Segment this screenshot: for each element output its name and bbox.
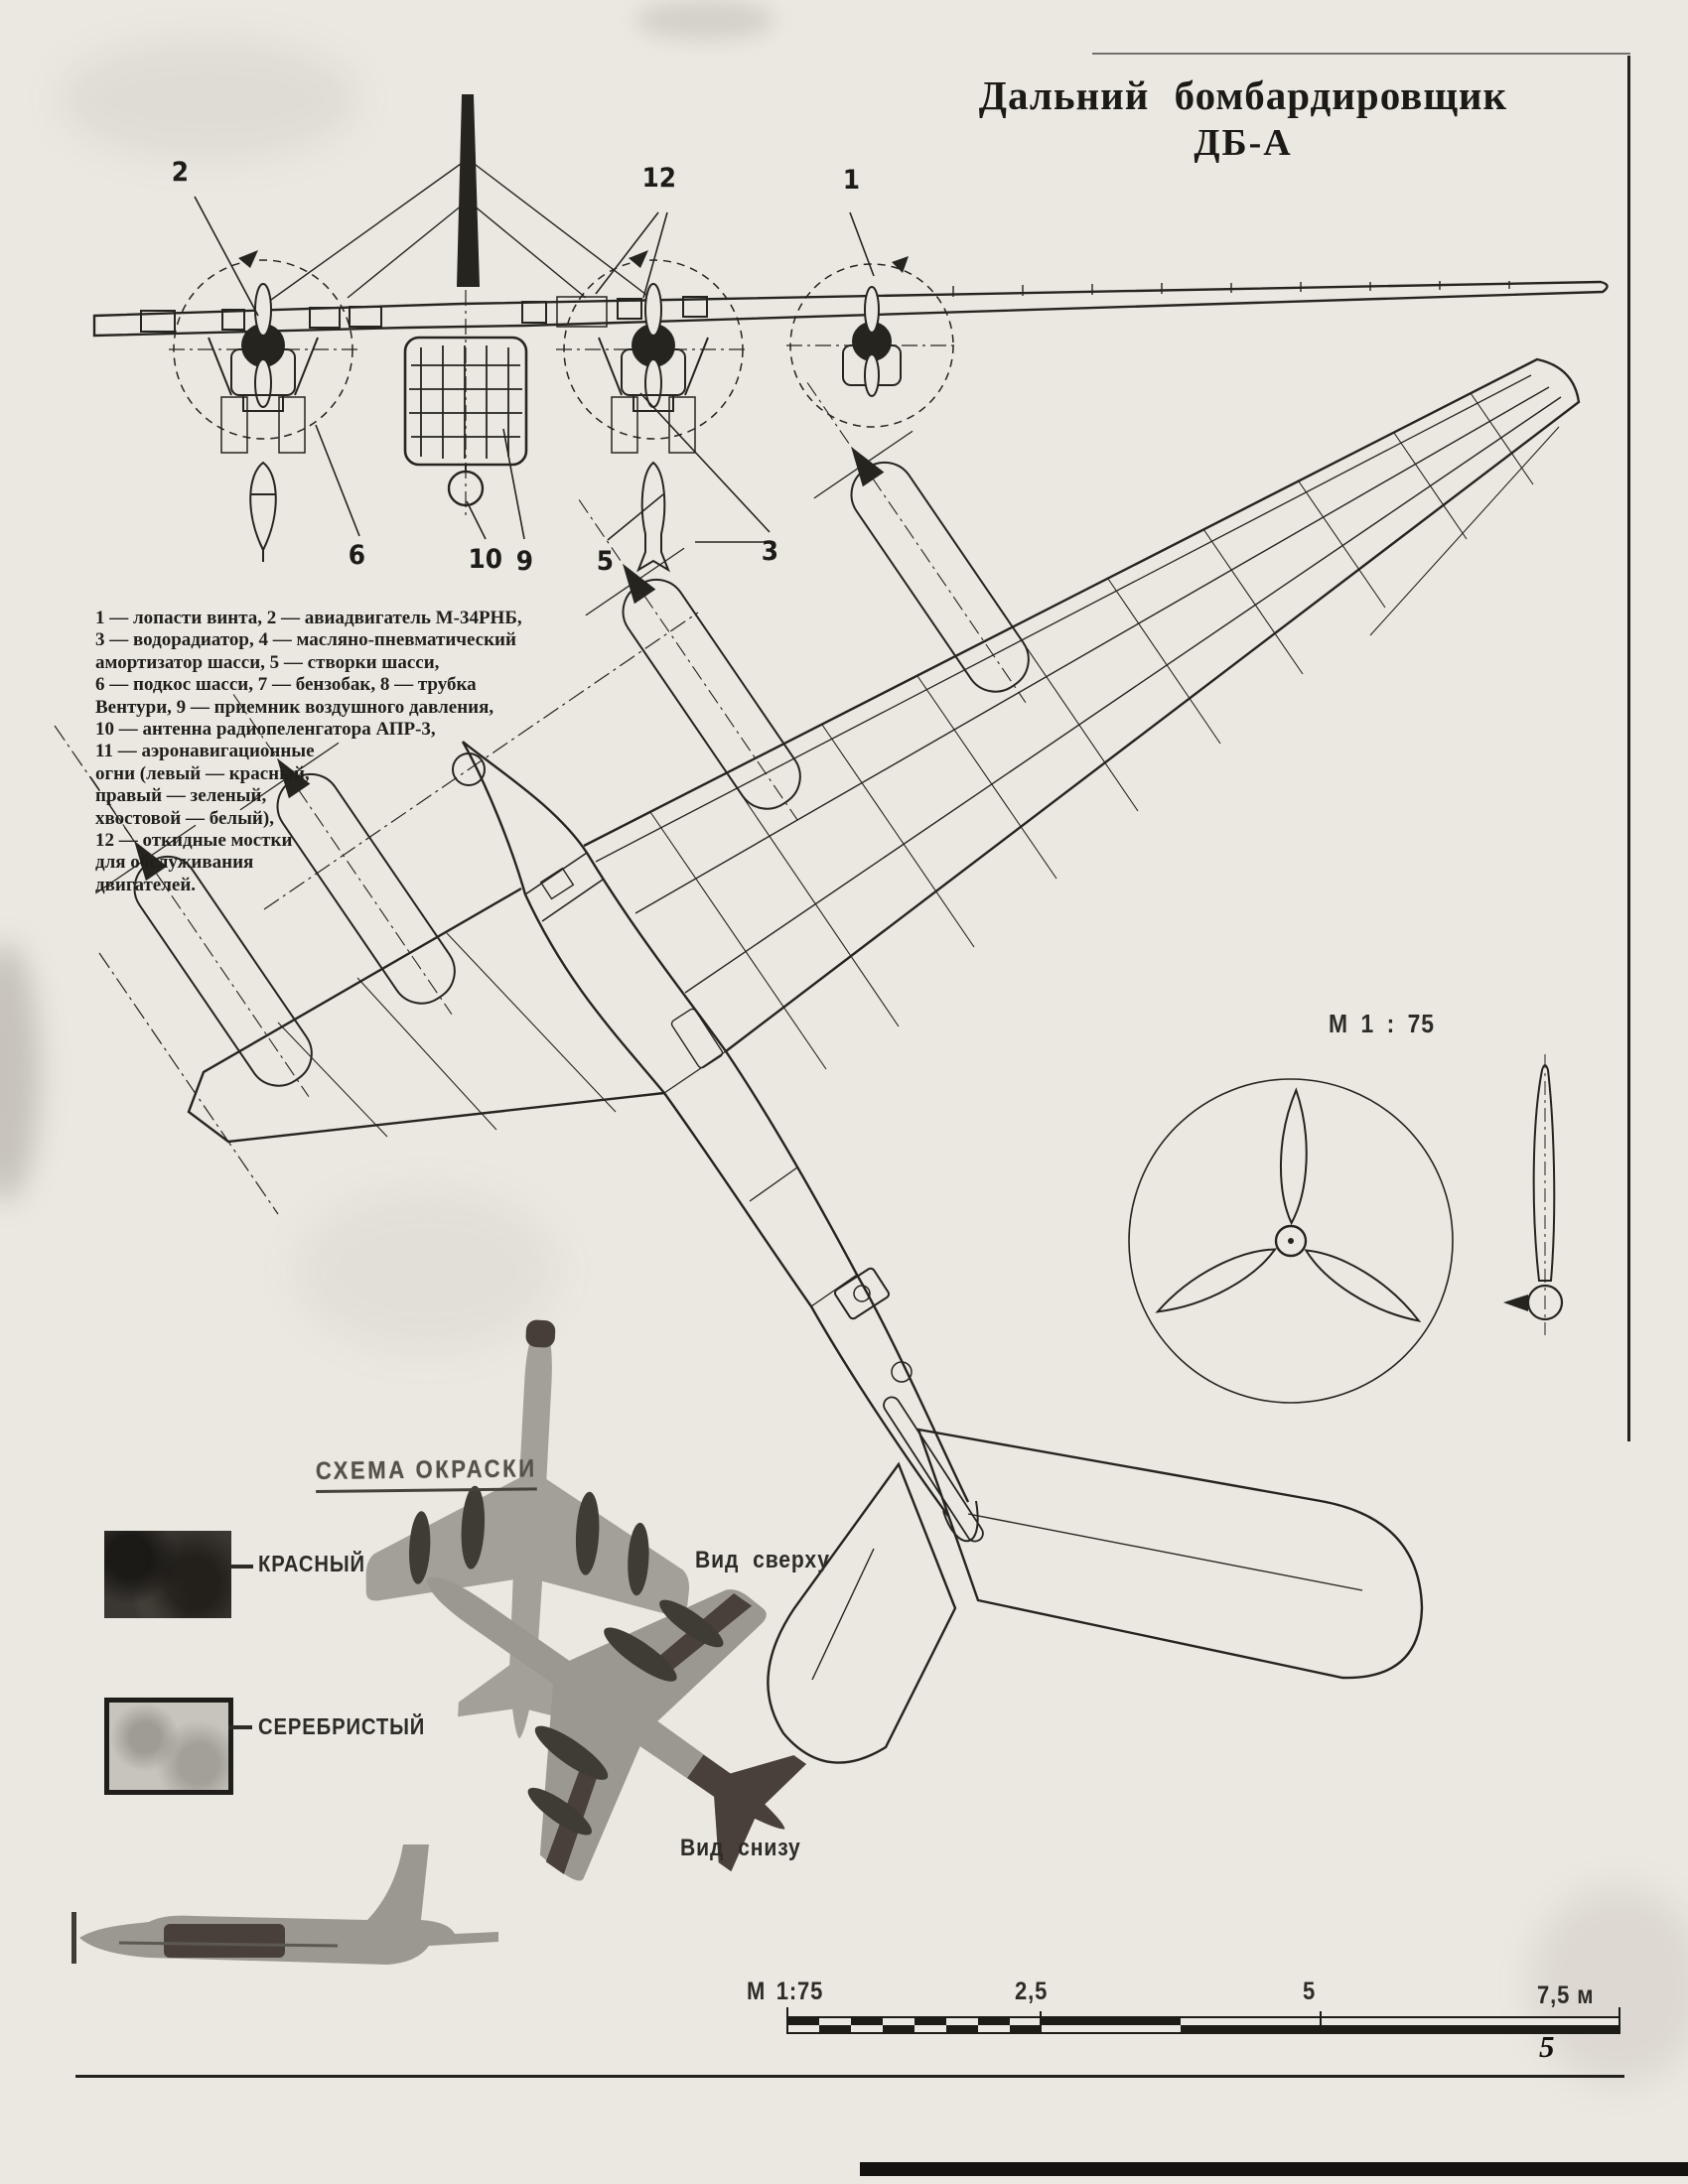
swatch-silver <box>104 1698 233 1795</box>
legend-line: Вентури, 9 — приемник воздушного давления, <box>95 696 494 718</box>
page-title-line1: Дальний бомбардировщик <box>978 72 1508 118</box>
page-number: 5 <box>1539 2029 1555 2064</box>
legend-line: огни (левый — красный, <box>95 762 310 784</box>
view-label-bottom: Вид снизу <box>680 1835 801 1861</box>
scale-tick-5: 5 <box>1303 1978 1317 2005</box>
callout-9: 9 <box>515 546 534 577</box>
legend-line: амортизатор шасси, 5 — створки шасси, <box>95 651 440 673</box>
legend-line: хвостовой — белый), <box>95 807 274 829</box>
callout-10: 10 <box>468 544 503 575</box>
page-title-line2: ДБ-А <box>1194 122 1293 164</box>
scale-ruler <box>787 2007 1619 2033</box>
callout-2: 2 <box>171 157 190 188</box>
propeller-detail-drawing <box>1129 1054 1562 1403</box>
legend-line: правый — зеленый, <box>95 785 267 807</box>
silhouette-side-view <box>71 1844 498 1965</box>
legend-line: 3 — водорадиатор, 4 — масляно-пневматический <box>95 629 516 651</box>
legend-line: 12 — откидные мостки <box>95 830 293 852</box>
callout-6: 6 <box>348 540 366 571</box>
callout-5: 5 <box>596 546 615 577</box>
swatch-silver-pointer <box>228 1725 252 1729</box>
scale-bar-label: М 1:75 <box>747 1978 824 2005</box>
swatch-red-label: КРАСНЫЙ <box>258 1551 365 1576</box>
parts-legend <box>95 608 532 896</box>
legend-line: для обслуживания <box>95 852 254 874</box>
callout-12: 12 <box>641 163 677 194</box>
scale-tick-7-5: 7,5 м <box>1537 1981 1595 2009</box>
swatch-red <box>104 1531 231 1618</box>
swatch-silver-label: СЕРЕБРИСТЫЙ <box>258 1713 426 1739</box>
scale-tick-2-5: 2,5 <box>1015 1978 1049 2005</box>
callout-1: 1 <box>842 165 861 196</box>
legend-line: 6 — подкос шасси, 7 — бензобак, 8 — трубка <box>95 674 477 696</box>
legend-line: 1 — лопасти винта, 2 — авиадвигатель М-34РНБ, <box>95 608 522 628</box>
legend-line: 10 — антенна радиопеленгатора АПР-3, <box>95 719 436 741</box>
legend-line: двигателей. <box>95 874 197 895</box>
swatch-red-pointer <box>231 1565 253 1569</box>
callout-3: 3 <box>761 536 779 567</box>
paint-scheme-heading: СХЕМА ОКРАСКИ <box>316 1454 537 1493</box>
propeller-scale-label: М 1 : 75 <box>1329 1009 1435 1038</box>
view-label-top: Вид сверху <box>695 1547 830 1573</box>
legend-line: 11 — аэронавигационные <box>95 741 315 762</box>
